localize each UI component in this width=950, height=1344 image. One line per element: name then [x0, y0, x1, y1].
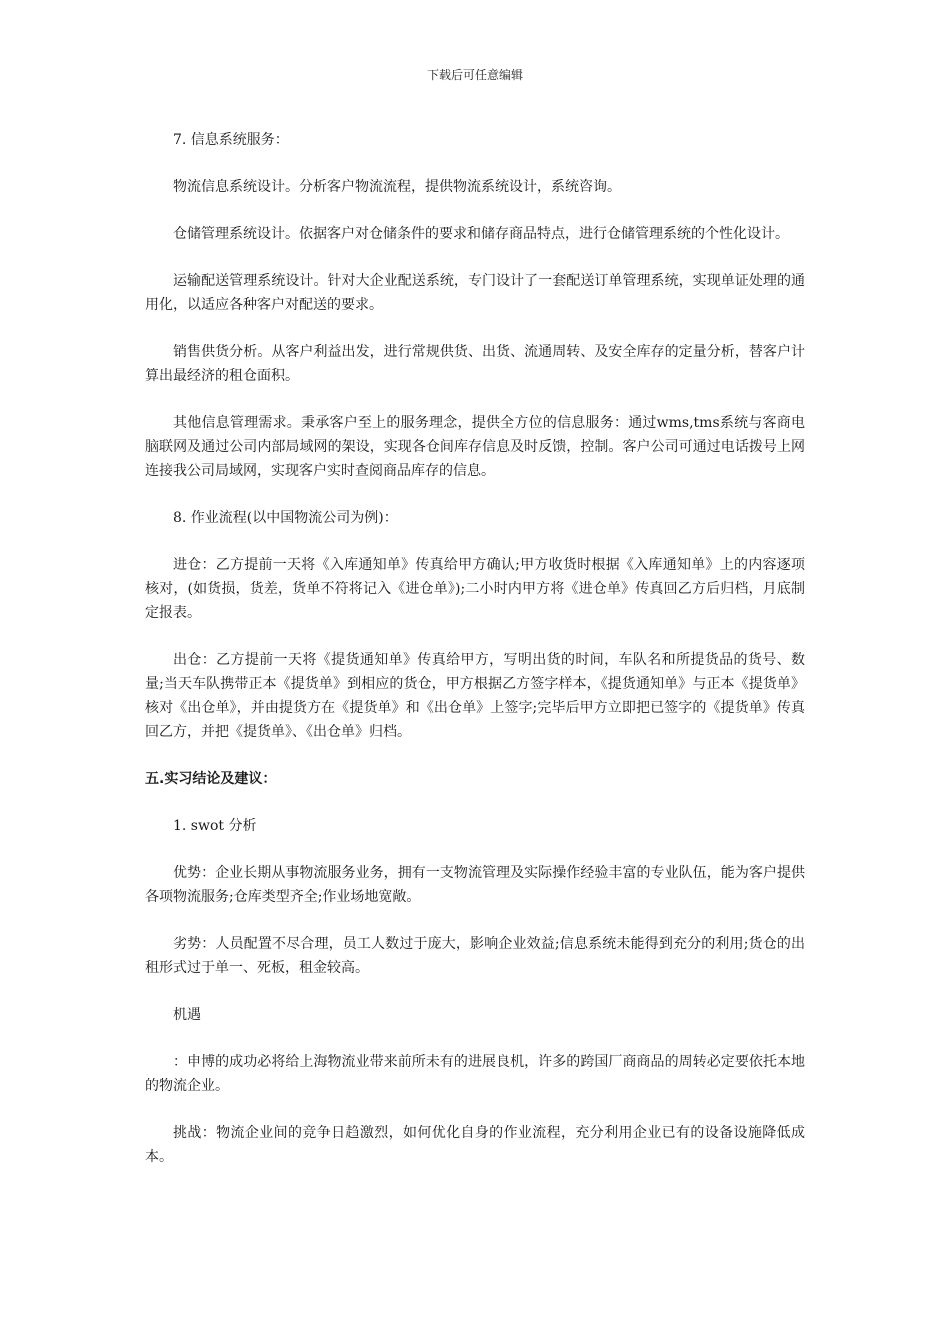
document-body — [145, 128, 805, 1192]
section-heading-conclusions: 五.实习结论及建议： — [145, 771, 277, 787]
paragraph-opportunities: ：申博的成功必将给上海物流业带来前所未有的进展良机，许多的跨国厂商商品的周转必定要依托本地的物流企业。 — [145, 1054, 805, 1094]
heading-operation-process: 8. 作业流程(以中国物流公司为例)： — [173, 510, 398, 526]
paragraph-transport-system-design: 运输配送管理系统设计。针对大企业配送系统，专门设计了一套配送订单管理系统，实现单证处理的通用化，以适应各种客户对配送的要求。 — [145, 273, 805, 313]
page-header-note: 下载后可任意编辑 — [426, 68, 523, 82]
paragraph-other-info-management: 其他信息管理需求。秉承客户至上的服务理念，提供全方位的信息服务：通过wms,tms系统与客商电脑联网及通过公司内部局域网的架设，实现各仓间库存信息及时反馈，控制。客户公司可通过电话拨号上网连接我公司局域网，实现客户实时查阅商品库存的信息。 — [145, 415, 805, 479]
heading-info-system-services: 7. 信息系统服务： — [173, 132, 289, 148]
paragraph-inbound: 进仓：乙方提前一天将《入库通知单》传真给甲方确认;甲方收货时根据《入库通知单》上的内容逐项核对，(如货损，货差，货单不符将记入《进仓单》);二小时内甲方将《进仓单》传真回乙方后归档，月底制定报表。 — [145, 557, 805, 621]
paragraph-opportunities-label: 机遇 — [173, 1007, 201, 1023]
paragraph-strengths: 优势：企业长期从事物流服务业务，拥有一支物流管理及实际操作经验丰富的专业队伍，能为客户提供各项物流服务;仓库类型齐全;作业场地宽敞。 — [145, 865, 805, 905]
paragraph-threats: 挑战：物流企业间的竞争日趋激烈，如何优化自身的作业流程，充分利用企业已有的设备设施降低成本。 — [145, 1125, 805, 1165]
paragraph-warehouse-system-design: 仓储管理系统设计。依据客户对仓储条件的要求和储存商品特点，进行仓储管理系统的个性化设计。 — [173, 226, 789, 242]
paragraph-sales-supply-analysis: 销售供货分析。从客户利益出发，进行常规供货、出货、流通周转、及安全库存的定量分析，替客户计算出最经济的租仓面积。 — [145, 344, 805, 384]
paragraph-outbound: 出仓：乙方提前一天将《提货通知单》传真给甲方，写明出货的时间，车队名和所提货品的货号、数量;当天车队携带正本《提货单》到相应的货仓，甲方根据乙方签字样本，《提货通知单》与正本《提货单》核对《出仓单》，并由提货方在《提货单》和《出仓单》上签字;完毕后甲方立即把已签字的《提货单》传真回乙方，并把《提货单》、《出仓单》归档。 — [145, 652, 805, 740]
heading-swot-analysis: 1. swot 分析 — [173, 818, 257, 834]
paragraph-logistics-info-design: 物流信息系统设计。分析客户物流流程，提供物流系统设计，系统咨询。 — [173, 179, 621, 195]
paragraph-weaknesses: 劣势：人员配置不尽合理，员工人数过于庞大，影响企业效益;信息系统未能得到充分的利用;货仓的出租形式过于单一、死板，租金较高。 — [145, 936, 805, 976]
